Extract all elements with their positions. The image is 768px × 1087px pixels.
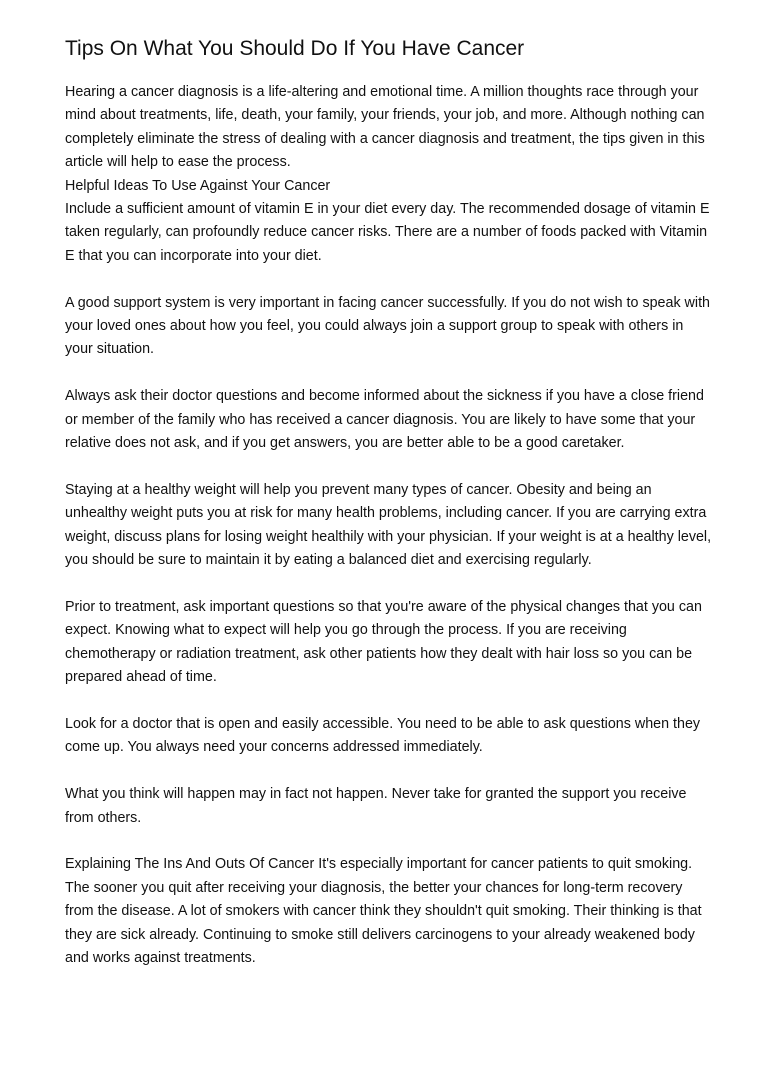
paragraph-healthy-weight: Staying at a healthy weight will help you prevent many types of cancer. Obesity and being an unhealthy weight puts you at risk for many health problems, including cancer. If you are carrying extra weight, discuss plans for losing weight healthily with your physician. If your weight is at a healthy level, you should be sure to maintain it by eating a balanced diet and exercising regularly.: [65, 481, 712, 569]
document-page: [65, 35, 715, 970]
intro-paragraph: Hearing a cancer diagnosis is a life-altering and emotional time. A million thoughts race through your mind about treatments, life, death, your family, your friends, your job, and more. Although nothing can completely eliminate the stress of dealing with a cancer diagnosis and treatment, the tips given in this article will help to ease the process.: [65, 84, 705, 171]
paragraph-quit-smoking: Explaining The Ins And Outs Of Cancer It's especially important for cancer patients to quit smoking. The sooner you quit after receiving your diagnosis, the better your chances for long-term recovery from the disease. A lot of smokers with cancer think they shouldn't quit smoking. Their thinking is that they are sick already. Continuing to smoke still delivers carcinogens to your already weakened body and works against treatments.: [65, 856, 702, 966]
paragraph-support-system: A good support system is very important in facing cancer successfully. If you do not wish to speak with your loved ones about how you feel, you could always join a support group to speak with others in your situation.: [65, 294, 710, 358]
paragraph-support-others: What you think will happen may in fact not happen. Never take for granted the support you receive from others.: [65, 786, 687, 826]
paragraph-accessible-doctor: Look for a doctor that is open and easily accessible. You need to be able to ask questions when they come up. You always need your concerns addressed immediately.: [65, 715, 701, 756]
paragraph-prior-treatment: Prior to treatment, ask important questions so that you're aware of the physical changes that you can expect. Knowing what to expect will help you go through the process. If you are receiving chemotherapy or radiation treatment, ask other patients how they dealt with hair loss so you can be prepared ahead of time.: [65, 598, 702, 686]
section-subheading: Helpful Ideas To Use Against Your Cancer: [65, 177, 331, 194]
paragraph-ask-doctor: Always ask their doctor questions and become informed about the sickness if you have a close friend or member of the family who has received a cancer diagnosis. You are likely to have some that your relative does not ask, and if you get answers, you are better able to be a good caretaker.: [65, 388, 704, 452]
document-title: Tips On What You Should Do If You Have Cancer: [65, 37, 525, 60]
paragraph-vitamin-e: Include a sufficient amount of vitamin E in your diet every day. The recommended dosage of vitamin E taken regularly, can profoundly reduce cancer risks. There are a number of foods packed with Vitamin E that you can incorporate into your diet.: [65, 201, 710, 264]
